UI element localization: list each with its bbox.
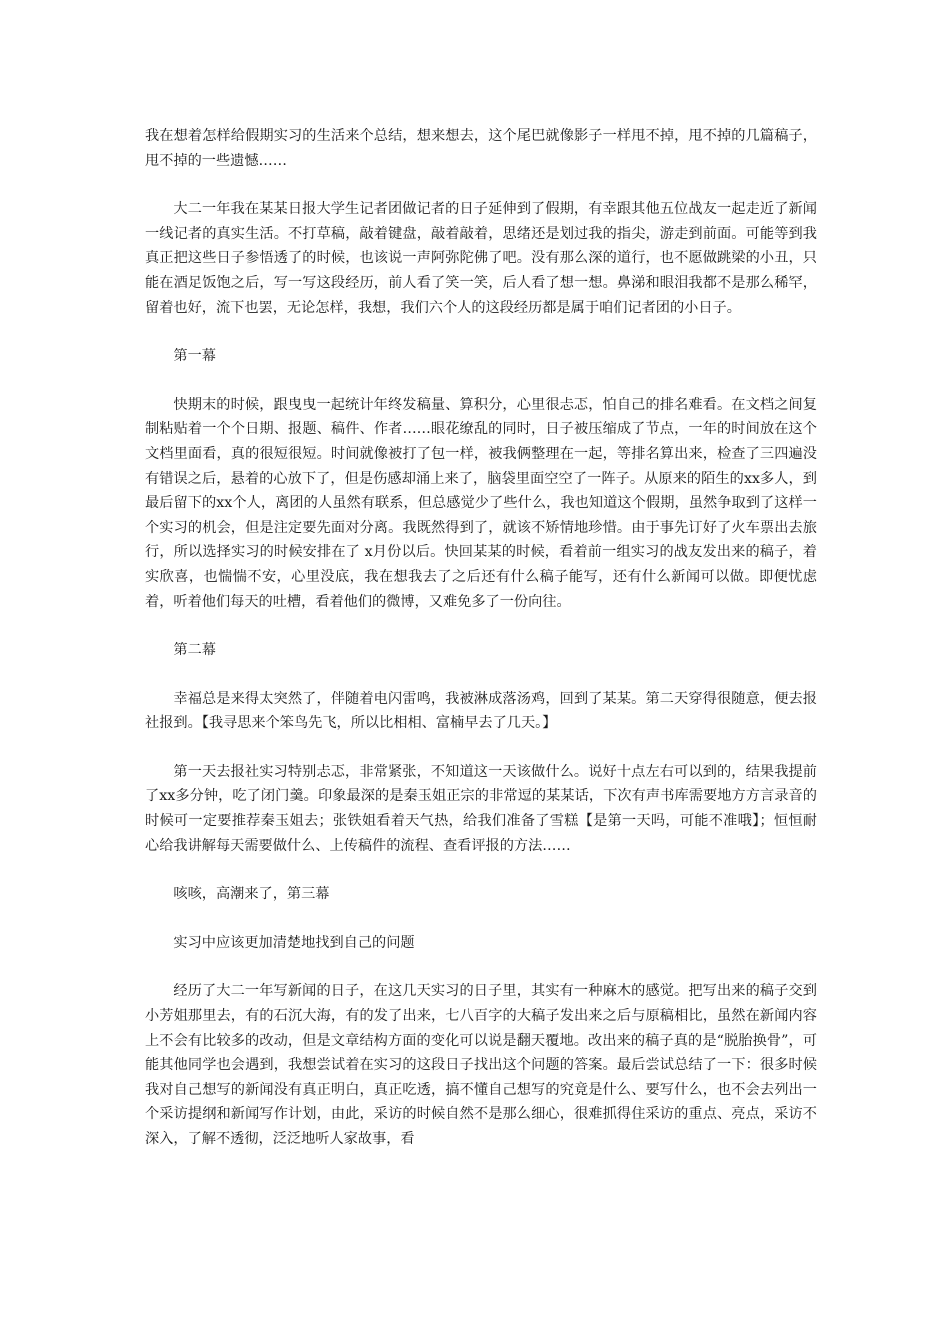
paragraph-background: 大二一年我在某某日报大学生记者团做记者的日子延伸到了假期，有幸跟其他五位战友一起走近了新闻一线记者的真实生活。不打草稿，敲着键盘，敲着敲着，思绪还是划过我的指尖，游走到前面。可能等到我真正把这些日子参悟透了的时候，也该说一声阿弥陀佛了吧。没有那么深的道行，也不愿做跳梁的小丑，只能在酒足饭饱之后，写一写这段经历，前人看了笑一笑，后人看了想一想。鼻涕和眼泪我都不是那么稀罕，留着也好，流下也罢，无论怎样，我想，我们六个人的这段经历都是属于咱们记者团的小日子。 [145,201,817,316]
section-subheading-problems: 实习中应该更加清楚地找到自己的问题 [173,934,415,951]
section-heading-act-two: 第二幕 [173,642,216,659]
section-heading-act-one: 第一幕 [173,348,216,365]
paragraph-act-two-arrival: 幸福总是来得太突然了，伴随着电闪雷鸣，我被淋成落汤鸡，回到了某某。第二天穿得很随意，便去报社报到。【我寻思来个笨鸟先飞，所以比相相、富楠早去了几天。】 [145,690,817,732]
paragraph-act-two-first-day: 第一天去报社实习特别忐忑，非常紧张，不知道这一天该做什么。说好十点左右可以到的，结果我提前了xx多分钟，吃了闭门羹。印象最深的是秦玉姐正宗的非常逗的某某话，下次有声书库需要地方方言录音的时候可一定要推荐秦玉姐去；张铁姐看着天气热，给我们准备了雪糕【是第一天吗，可能不准哦】；恒恒耐心给我讲解每天需要做什么、上传稿件的流程、查看评报的方法…… [145,763,817,854]
paragraph-reflection: 经历了大二一年写新闻的日子，在这几天实习的日子里，其实有一种麻木的感觉。把写出来的稿子交到小芳姐那里去，有的石沉大海，有的发了出来，七八百字的大稿子发出来之后与原稿相比，虽然在新闻内容上不会有比较多的改动，但是文章结构方面的变化可以说是翻天覆地。改出来的稿子真的是“脱胎换骨”，可能其他同学也会遇到，我想尝试着在实习的这段日子找出这个问题的答案。最后尝试总结了一下：很多时候我对自己想写的新闻没有真正明白，真正吃透，搞不懂自己想写的究竟是什么、要写什么，也不会去列出一个采访提纲和新闻写作计划，由此，采访的时候自然不是那么细心，很难抓得住采访的重点、亮点，采访不深入，了解不透彻，泛泛地听人家故事，看 [145,983,817,1147]
paragraph-act-one: 快期末的时候，跟曳曳一起统计年终发稿量、算积分，心里很忐忑，怕自己的排名难看。在文档之间复制粘贴着一个个日期、报题、稿件、作者……眼花缭乱的同时，日子被压缩成了节点，一年的时间放在这个文档里面看，真的很短很短。时间就像被打了包一样，被我俩整理在一起，等排名算出来，检查了三四遍没有错误之后，悬着的心放下了，但是伤感却涌上来了，脑袋里面空空了一阵子。从原来的陌生的xx多人，到最后留下的xx个人，离团的人虽然有联系，但总感觉少了些什么，我也知道这个假期，虽然争取到了这样一个实习的机会，但是注定要先面对分离。我既然得到了，就该不矫情地珍惜。由于事先订好了火车票出去旅行，所以选择实习的时候安排在了 x月份以后。快回某某的时候，看着前一组实习的战友发出来的稿子，着实欣喜，也惴惴不安，心里没底，我在想我去了之后还有什么稿子能写，还有什么新闻可以做。即便忧虑着，听着他们每天的吐槽，看着他们的微博，又难免多了一份向往。 [145,396,817,610]
document-page [145,124,817,1176]
section-heading-act-three: 咳咳，高潮来了，第三幕 [173,886,330,903]
paragraph-intro: 我在想着怎样给假期实习的生活来个总结，想来想去，这个尾巴就像影子一样甩不掉，甩不掉的几篇稿子，甩不掉的一些遗憾…… [145,128,817,169]
